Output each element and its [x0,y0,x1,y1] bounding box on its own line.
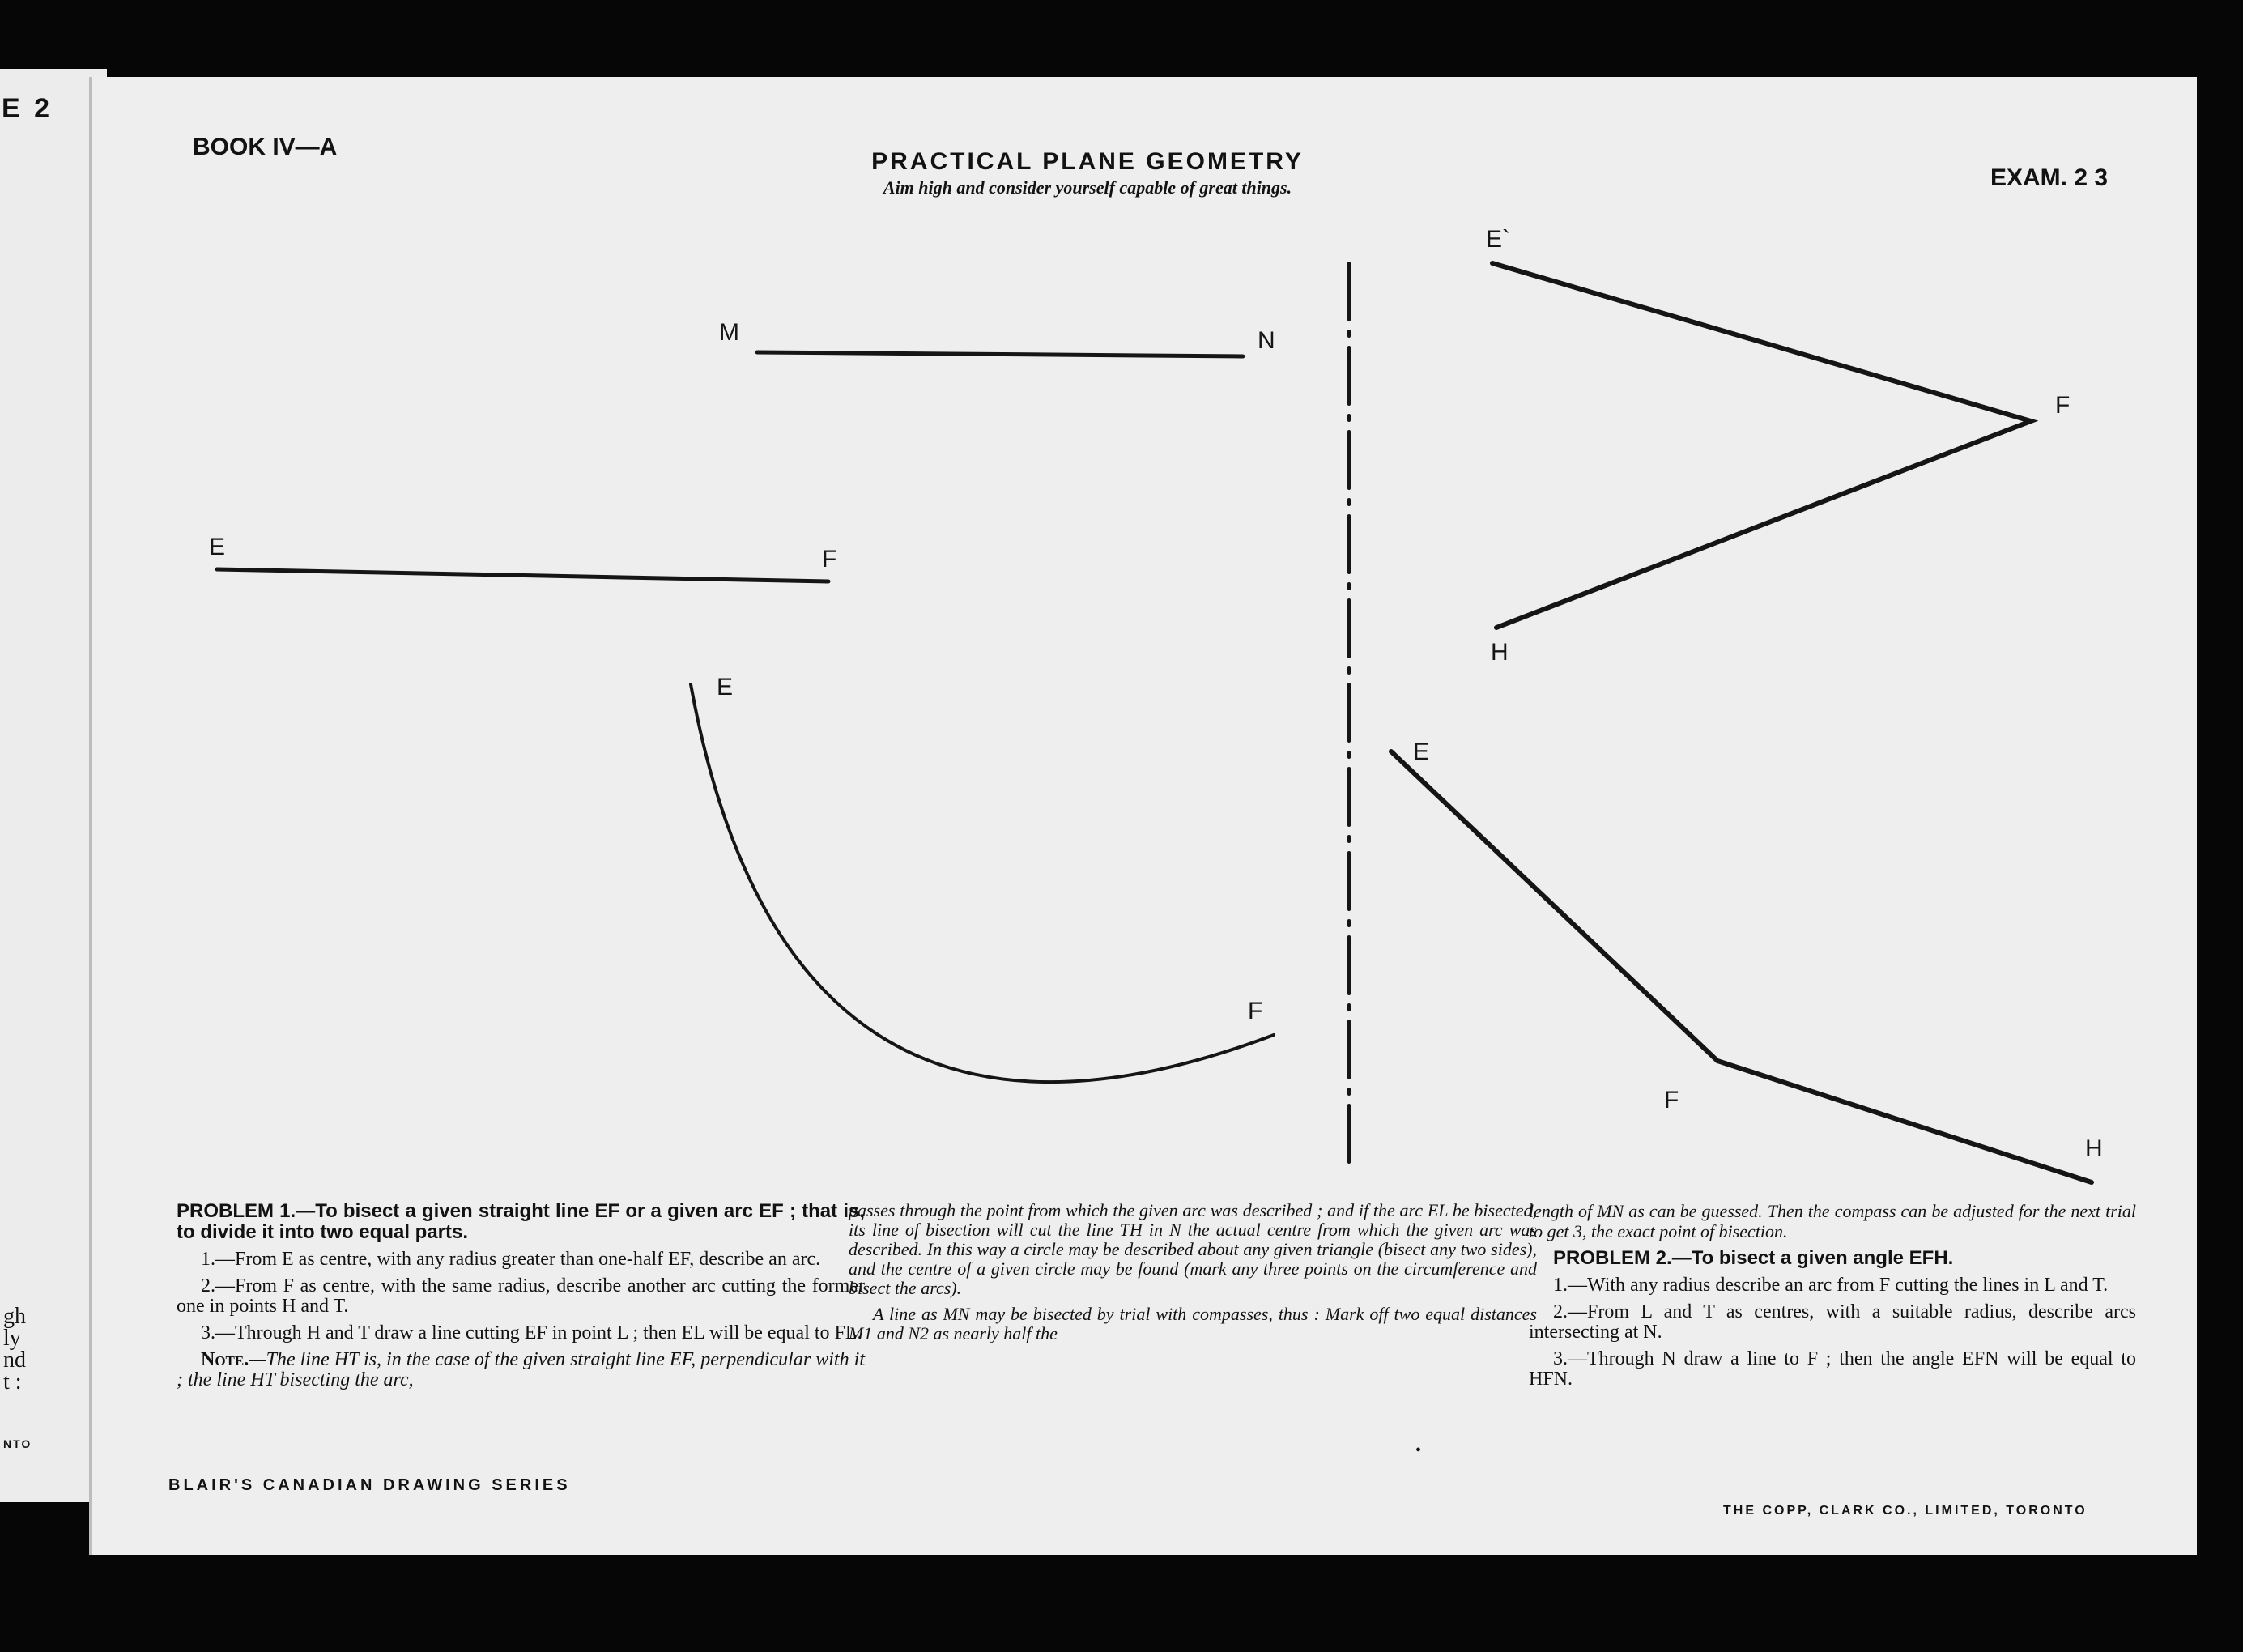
trial-method-text: A line as MN may be bisected by trial with compasses, thus : Mark off two equal distances M1 and N2 as nearly half the [849,1304,1537,1343]
book-label: BOOK IV—A [193,134,338,160]
page-mark: • [1415,1441,1422,1459]
label-lower-h: H [2085,1135,2103,1162]
label-f: F [822,546,837,573]
note-heading: Note. [201,1349,249,1370]
label-arc-e: E [717,674,734,700]
problem-1-step-2: 2.—From F as centre, with the same radius, describe another arc cutting the former one in points H and T. [177,1275,865,1317]
problem-1-step-1: 1.—From E as centre, with any radius greater than one-half EF, describe an arc. [201,1249,821,1270]
page-title: PRACTICAL PLANE GEOMETRY [871,148,1304,175]
label-lower-f: F [1664,1087,1679,1113]
problem-2-step-3: 3.—Through N draw a line to F ; then the angle EFN will be equal to HFN. [1529,1348,2136,1390]
line-mn [757,352,1243,356]
problem-2-step-2: 2.—From L and T as centres, with a suitable radius, describe arcs intersecting at N. [1529,1301,2136,1343]
bisection-explanation: passes through the point from which the given arc was described ; and if the arc EL be bisected, its line of bisection will cut the line TH in N the actual centre from which the given arc was described. In this way a circle may be described about any given triangle (bisect any two sides), and the centre of a given circle may be found (mark any three points on the circumference and bisect the arcs). [849,1200,1537,1298]
workbook-page [89,77,2197,1555]
previous-page-fragment: nd [3,1348,26,1373]
arc-ef [691,684,1274,1082]
previous-page-fragment: NTO [3,1437,32,1450]
problem-1-column [177,1201,865,1397]
trial-method-continued: length of MN as can be guessed. Then the compass can be adjusted for the next trial to get 3, the exact point of bisection. [1529,1201,2136,1241]
label-m: M [719,319,739,346]
previous-page-fragment: t : [3,1369,22,1394]
problem-1-title: —To bisect a given straight line EF or a given arc EF ; that is, to divide it into two equal parts. [177,1200,865,1243]
previous-page-number: E 2 [2,93,53,124]
problem-2-heading: PROBLEM 2. [1553,1247,1672,1269]
angle-efh-lower [1391,751,2092,1182]
line-ef [217,569,828,581]
angle-efh-upper [1492,263,2031,628]
problem-2-title: —To bisect a given angle EFH. [1671,1247,1954,1269]
series-footer: BLAIR'S CANADIAN DRAWING SERIES [168,1476,571,1494]
label-e: E [209,534,226,560]
label-arc-f: F [1248,998,1263,1024]
problem-1-heading: PROBLEM 1. [177,1200,296,1222]
label-upper-h: H [1491,639,1509,666]
publisher-footer: THE COPP, CLARK CO., LIMITED, TORONTO [1723,1504,2088,1518]
problem-2-column [1529,1201,2136,1396]
problem-1-step-3: 3.—Through H and T draw a line cutting EF in point L ; then EL will be equal to FL. [201,1322,862,1343]
label-upper-e: E` [1486,226,1510,253]
note-text: —The line HT is, in the case of the given straight line EF, perpendicular with it ; the line HT bisecting the arc, [177,1349,865,1390]
middle-column [849,1201,1537,1350]
problem-2-step-1: 1.—With any radius describe an arc from F cutting the lines in L and T. [1553,1275,2109,1296]
page-motto: Aim high and consider yourself capable of great things. [883,177,1292,198]
exam-label: EXAM. 2 3 [1990,164,2109,191]
previous-page-fragment: gh [3,1304,26,1329]
label-n: N [1258,327,1275,354]
label-upper-f: F [2055,392,2071,419]
label-lower-e: E [1413,739,1430,765]
previous-page-fragment: ly [3,1326,21,1351]
